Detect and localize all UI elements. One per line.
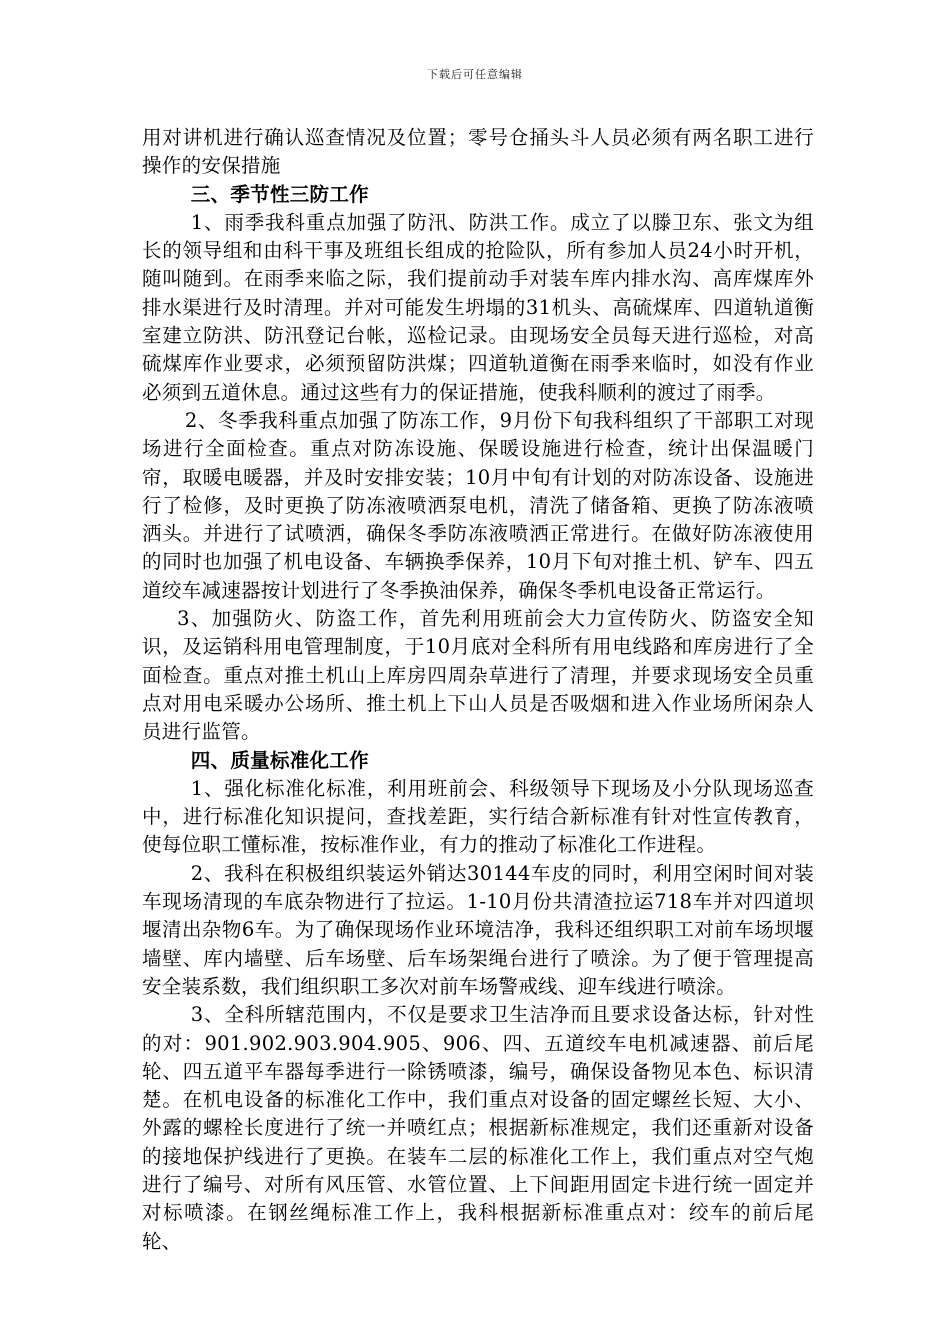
body-paragraph: 1、雨季我科重点加强了防汛、防洪工作。成立了以滕卫东、张文为组长的领导组和由科干事及班组长组成的抢险队，所有参加人员24小时开机，随叫随到。在雨季来临之际，我们提前动手对装车库内排水沟、高库煤库外排水渠进行及时清理。并对可能发生坍塌的31机头、高硫煤库、四道轨道衡室建立防洪、防汛登记台帐，巡检记录。由现场安全员每天进行巡检，对高硫煤库作业要求，必须预留防洪煤；四道轨道衡在雨季来临时，如没有作业必须到五道休息。通过这些有力的保证措施，使我科顺利的渡过了雨季。	[142, 210, 814, 404]
document-body	[142, 124, 814, 1256]
body-paragraph: 3、全科所辖范围内，不仅是要求卫生洁净而且要求设备达标，针对性的对：901.902.903.904.905、906、四、五道绞车电机减速器、前后尾轮、四五道平车器每季进行一除锈喷漆，编号，确保设备物见本色、标识清楚。在机电设备的标准化工作中，我们重点对设备的固定螺丝长短、大小、外露的螺栓长度进行了统一并喷红点；根据新标准规定，我们还重新对设备的接地保护线进行了更换。在装车二层的标准化工作上，我们重点对空气炮进行了编号、对所有风压管、水管位置、上下间距用固定卡进行统一固定并对标喷漆。在钢丝绳标准工作上，我科根据新标准重点对：绞车的前后尾轮、	[142, 1003, 814, 1253]
body-paragraph: 2、冬季我科重点加强了防冻工作，9月份下旬我科组织了干部职工对现场进行全面检查。重点对防冻设施、保暖设施进行检查，统计出保温暖门帘，取暖电暖器，并及时安排安装；10月中旬有计划的对防冻设备、设施进行了检修，及时更换了防冻液喷洒泵电机，清洗了储备箱、更换了防冻液喷洒头。并进行了试喷洒，确保冬季防冻液喷洒正常进行。在做好防冻液使用的同时也加强了机电设备、车辆换季保养，10月下旬对推土机、铲车、四五道绞车减速器按计划进行了冬季换油保养，确保冬季机电设备正常运行。	[142, 408, 814, 602]
body-paragraph: 3、加强防火、防盗工作，首先利用班前会大力宣传防火、防盗安全知识，及运销科用电管理制度，于10月底对全科所有用电线路和库房进行了全面检查。重点对推土机山上库房四周杂草进行了清理，并要求现场安全员重点对用电采暖办公场所、推土机上下山人员是否吸烟和进入作业场所闲杂人员进行监管。	[142, 607, 814, 744]
body-paragraph: 用对讲机进行确认巡查情况及位置；零号仓捅头斗人员必须有两名职工进行操作的安保措施	[142, 126, 814, 178]
section-heading: 三、季节性三防工作	[190, 182, 369, 206]
body-paragraph: 1、强化标准化标准，利用班前会、科级领导下现场及小分队现场巡查中，进行标准化知识提问，查找差距，实行结合新标准有针对性宣传教育，使每位职工懂标准，按标准作业，有力的推动了标准化工作进程。	[142, 776, 814, 857]
body-paragraph: 2、我科在积极组织装运外销达30144车皮的同时，利用空闲时间对装车现场清现的车底杂物进行了拉运。1-10月份共清渣拉运718车并对四道坝堰清出杂物6车。为了确保现场作业环境洁净，我科还组织职工对前车场坝堰墙壁、库内墙壁、后车场壁、后车场架绳台进行了喷涂。为了便于管理提高安全装系数，我们组织职工多次对前车场警戒线、迎车线进行喷涂。	[142, 861, 814, 998]
section-heading: 四、质量标准化工作	[190, 748, 369, 772]
page-header: 下载后可任意编辑	[427, 68, 523, 81]
